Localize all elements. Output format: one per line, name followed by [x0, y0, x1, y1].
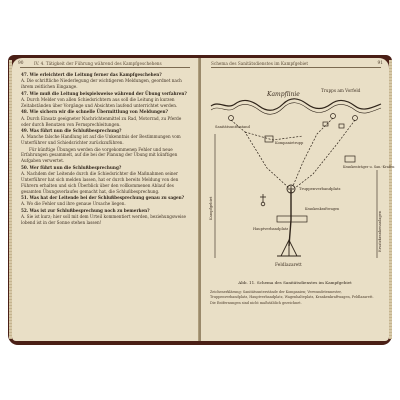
rear-label: Feldlazarett — [275, 263, 302, 268]
answer-paragraph: A. Nachdem der Leitende durch die Schiedsrichter die Maßnahmen seiner Unterführer hat sich melden lassen, hat er durch bereits Meldung von den Führern erhalten und sich Überblick über den vollkommenen Ablauf des gesamten Übungsverlaufes gemacht hat, die Schlußbesprechung. — [21, 171, 179, 194]
answer-paragraph: A. Sie ist kurz; hier soll mit dem Urteil kommentiert werden, beziehungsweise lobend ist in der Sonne stehen lassen! — [21, 214, 186, 225]
answer-paragraph: A. Durch Melder von allen Schiedsrichtern aus soll die Leitung in kurzen Zeitabständen über Vorgänge und Absichten laufend unterrichtet werden. — [21, 97, 178, 108]
answer-paragraph: Für künftige Übungen werden die vorgekommenen Fehler und neue Erfahrungen gesammelt, auf die bei der Planung der Übung mit künftigen Aufgaben verwertet. — [21, 146, 178, 164]
cross-symbol — [260, 194, 266, 206]
field-hospital-symbol — [277, 240, 301, 256]
question-paragraph: 48. Wie sichern wir die schnelle Übermittlung von Meldungen? — [21, 109, 168, 115]
answer-paragraph: A. Die schriftliche Niederlegung der wichtigeren Meldungen, geordnet nach ihrem zeitlichen Eingange. — [21, 78, 182, 90]
right-page-header: Schema des Sanitätsdienstes im Kampfgebiet — [211, 61, 309, 66]
range-right-label: Ersatzkrankenanlagen — [378, 210, 382, 252]
main-dressing-station — [277, 216, 307, 222]
figure-footnote: Zeichenerklärung: Sanitätsunterstände der Kompanien; Verwundetennester, Truppenverbandplatz, Hauptverbandplatz, Wagenhalteplatz, Krankenkraftwagen, Feldlazarett. Die Entfernungen sind nicht maßstäblich gezeichnet. — [210, 290, 374, 305]
right-page-number: 91 — [377, 61, 383, 66]
answer-paragraph: A. Manche falsche Handlung ist auf die Unkenntnis der Bestimmungen vom Unterführer und Schiedsrichter zurückzuführen. — [21, 134, 181, 146]
post-label: Truppenverbandplatz — [299, 186, 341, 191]
left-page — [12, 58, 199, 341]
right-header-rule — [211, 67, 381, 68]
page-edges-right — [389, 60, 392, 339]
range-left-label: Kampfgebiet — [209, 196, 213, 220]
question-paragraph: 52. Was ist zur Schlußbesprechung noch zu bemerken? — [21, 207, 150, 213]
stations-box — [345, 156, 355, 162]
figure-caption: Abb. 11. Schema des Sanitätsdienstes im Kampfgebiet — [238, 280, 352, 285]
right-page — [201, 58, 395, 341]
left-header-rule — [20, 67, 190, 68]
front-label: Kampflinie — [267, 91, 300, 98]
wagon-label: Krankenkraftwagen — [305, 207, 340, 211]
front-line — [211, 99, 381, 111]
left-page-body — [21, 72, 191, 226]
stations-label: Krankenträger u. San.-Kraftw. — [343, 165, 395, 169]
left-page-header: IV. 4. Tätigkeit der Führung während des Kampfgeschehens — [34, 61, 162, 66]
question-paragraph: 50. Wer führt nun die Schlußbesprechung? — [21, 164, 122, 170]
left-page-number: 90 — [18, 61, 24, 66]
question-paragraph: 47. Wie muß die Leitung beispielsweise während der Übung verfahren? — [21, 90, 187, 96]
aid1-label: Sanitätsunterstand — [215, 125, 250, 129]
answer-paragraph: A. Wo die Fehler und ihre genaue Ursache liegen. — [21, 201, 126, 207]
question-paragraph: 49. Was führt nun die Schlußbesprechung? — [21, 127, 122, 133]
hq-label: Hauptverbandplatz — [253, 227, 289, 231]
main-route — [289, 190, 291, 246]
question-paragraph: 47. Wie erleichtert die Leitung ferner das Kampfgeschehen? — [21, 72, 162, 77]
trupp-label: Trupps am Vorfeld — [321, 88, 361, 93]
sanitary-service-diagram — [205, 70, 395, 275]
question-paragraph: 51. Was hat der Leitende bei der Schlußbesprechung genau zu sagen? — [21, 195, 185, 200]
front-line-2 — [211, 103, 381, 115]
answer-paragraph: A. Durch Einsatz geeigneter Nachrichtenmittel zu Rad, Motorrad, zu Pferde oder durch Benutzen von Fernsprechleitungen. — [21, 115, 182, 127]
aid2-label: Kompanietrupp — [275, 141, 304, 145]
